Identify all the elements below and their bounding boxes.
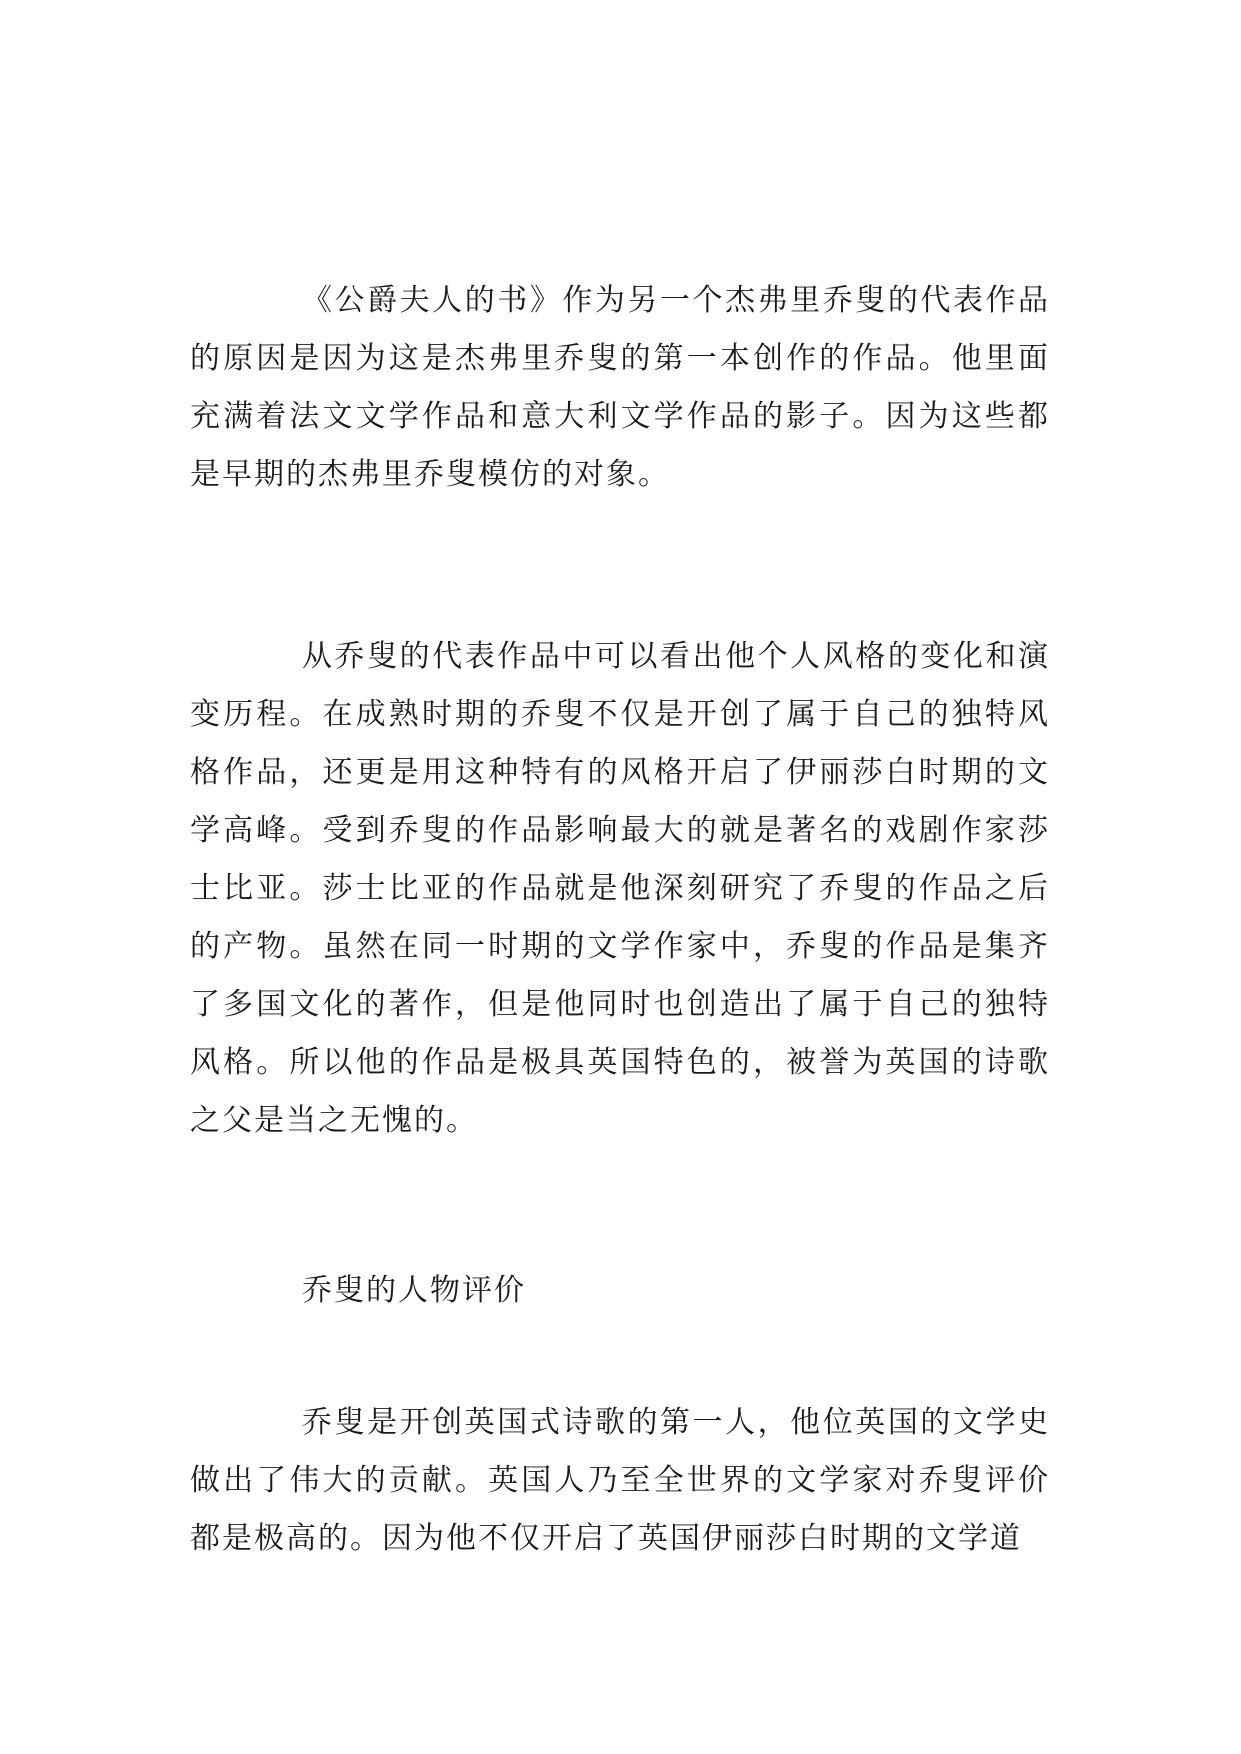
section-heading: 乔叟的人物评价 — [302, 1273, 526, 1308]
paragraph-duchess-book: 《公爵夫人的书》作为另一个杰弗里乔叟的代表作品的原因是因为这是杰弗里乔叟的第一本创作的作品。他里面充满着法文文学作品和意大利文学作品的影子。因为这些都是早期的杰弗里乔叟模仿的对象。 — [190, 283, 1050, 492]
paragraph-evaluation: 乔叟是开创英国式诗歌的第一人，他位英国的文学史做出了伟大的贡献。英国人乃至全世界的文学家对乔叟评价都是极高的。因为他不仅开启了英国伊丽莎白时期的文学道 — [190, 1405, 1050, 1556]
paragraph-style-evolution: 从乔叟的代表作品中可以看出他个人风格的变化和演变历程。在成熟时期的乔叟不仅是开创了属于自己的独特风格作品，还更是用这种特有的风格开启了伊丽莎白时期的文学高峰。受到乔叟的作品影响最大的就是著名的戏剧作家莎士比亚。莎士比亚的作品就是他深刻研究了乔叟的作品之后的产物。虽然在同一时期的文学作家中，乔叟的作品是集齐了多国文化的著作，但是他同时也创造出了属于自己的独特风格。所以他的作品是极具英国特色的，被誉为英国的诗歌之父是当之无愧的。 — [190, 639, 1050, 1138]
